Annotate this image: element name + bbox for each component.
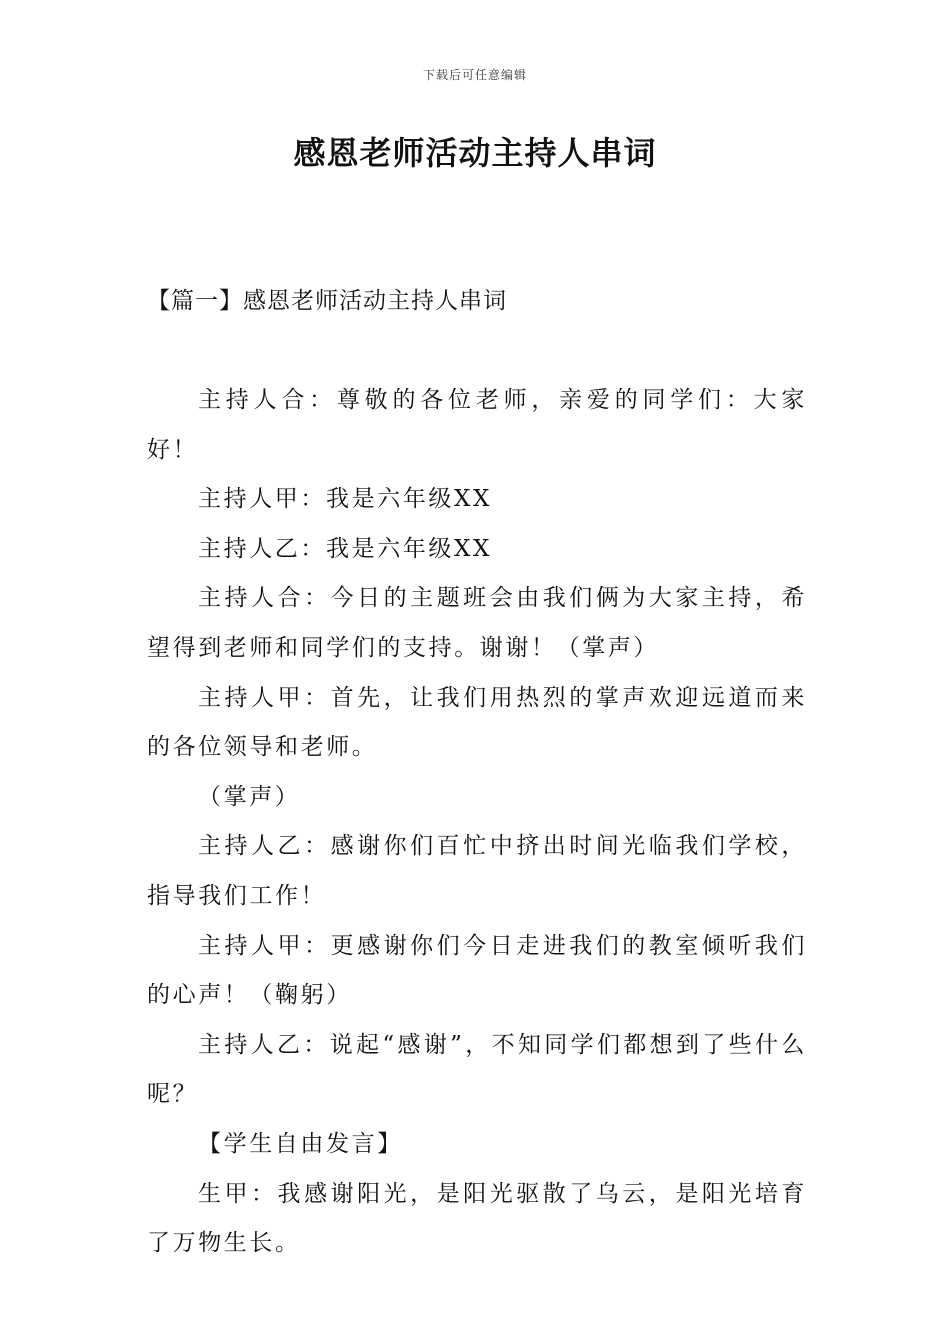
paragraph-10: 【学生自由发言】 [198,1130,403,1157]
paragraph-2: 主持人甲：我是六年级XX [198,486,492,513]
paragraph-9: 主持人乙：说起“感谢”，不知同学们都想到了些什么呢？ [147,1031,807,1108]
paragraph-8: 主持人甲：更感谢你们今日走进我们的教室倾听我们的心声！（鞠躬） [147,932,807,1009]
page-header-note: 下载后可任意编辑 [422,68,527,82]
paragraph-7: 主持人乙：感谢你们百忙中挤出时间光临我们学校，指导我们工作！ [147,833,807,909]
paragraph-1: 主持人合：尊敬的各位老师，亲爱的同学们：大家好！ [147,387,807,463]
paragraph-4: 主持人合：今日的主题班会由我们俩为大家主持，希望得到老师和同学们的支持。谢谢！（掌声） [147,585,807,661]
paragraph-11: 生甲：我感谢阳光，是阳光驱散了乌云，是阳光培育了万物生长。 [147,1180,807,1257]
document-body [147,376,807,1269]
paragraph-5: 主持人甲：首先，让我们用热烈的掌声欢迎远道而来的各位领导和老师。 [147,684,807,761]
document-title: 感恩老师活动主持人串词 [293,134,657,172]
paragraph-3: 主持人乙：我是六年级XX [198,535,492,562]
section-heading: 【篇一】感恩老师活动主持人串词 [147,288,507,314]
paragraph-6: （掌声） [198,783,301,810]
